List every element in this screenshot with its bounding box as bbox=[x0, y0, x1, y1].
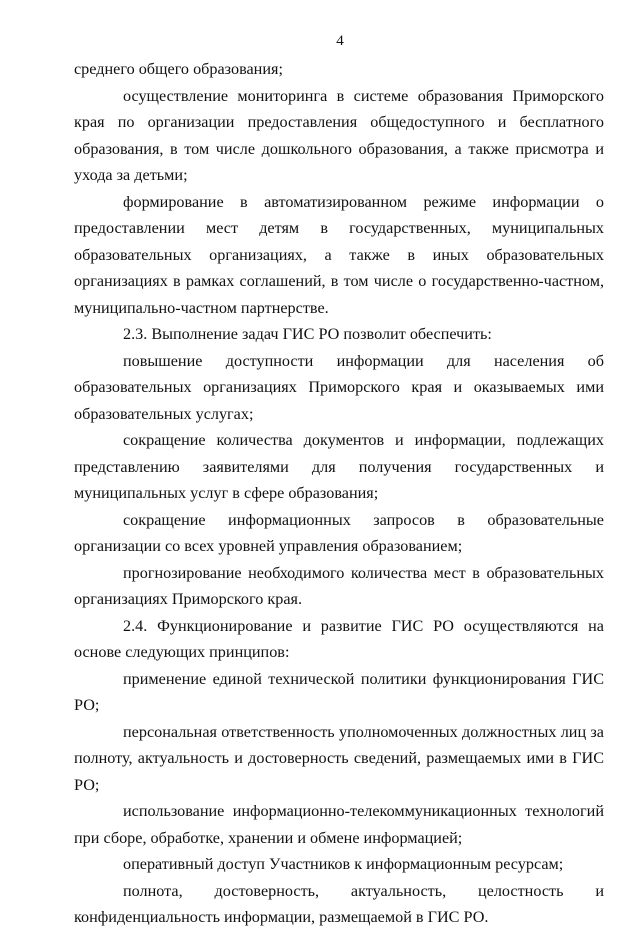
list-item: сокращение информационных запросов в образовательные организации со всех уровней управления образованием; bbox=[74, 510, 604, 555]
list-item: персональная ответственность уполномоченных должностных лиц за полноту, актуальность и достоверность сведений, размещаемых ими в ГИС РО; bbox=[74, 722, 604, 794]
list-item: прогнозирование необходимого количества мест в образовательных организациях Приморского края. bbox=[74, 563, 604, 608]
list-item: полнота, достоверность, актуальность, целостность и конфиденциальность информации, размещаемой в ГИС РО. bbox=[74, 881, 604, 926]
section-heading-2-4: 2.4. Функционирование и развитие ГИС РО осуществляются на основе следующих принципов: bbox=[74, 616, 604, 661]
paragraph: среднего общего образования; bbox=[74, 60, 283, 78]
page-number: 4 bbox=[336, 33, 344, 49]
list-item: сокращение количества документов и информации, подлежащих представлению заявителями для получения государственных и муниципальных услуг в сфере образования; bbox=[74, 431, 604, 502]
section-heading-2-3: 2.3. Выполнение задач ГИС РО позволит обеспечить: bbox=[123, 325, 492, 343]
list-item: оперативный доступ Участников к информационным ресурсам; bbox=[123, 855, 564, 873]
paragraph: осуществление мониторинга в системе образования Приморского края по организации предоставления общедоступного и бесплатного образования, в том числе дошкольного образования, а также присмотра и ухода за детьми; bbox=[74, 86, 604, 184]
document-body bbox=[74, 56, 604, 931]
list-item: использование информационно-телекоммуникационных технологий при сборе, обработке, хранении и обмене информацией; bbox=[74, 802, 604, 847]
list-item: повышение доступности информации для населения об образовательных организациях Приморского края и оказываемых ими образовательных услугах; bbox=[74, 351, 604, 423]
list-item: применение единой технической политики функционирования ГИС РО; bbox=[74, 669, 604, 714]
paragraph: формирование в автоматизированном режиме информации о предоставлении мест детям в государственных, муниципальных образовательных организациях, а также в иных образовательных организациях в рамках соглашений, в том числе о государственно-частном, муниципально-частном партнерстве. bbox=[74, 192, 604, 317]
